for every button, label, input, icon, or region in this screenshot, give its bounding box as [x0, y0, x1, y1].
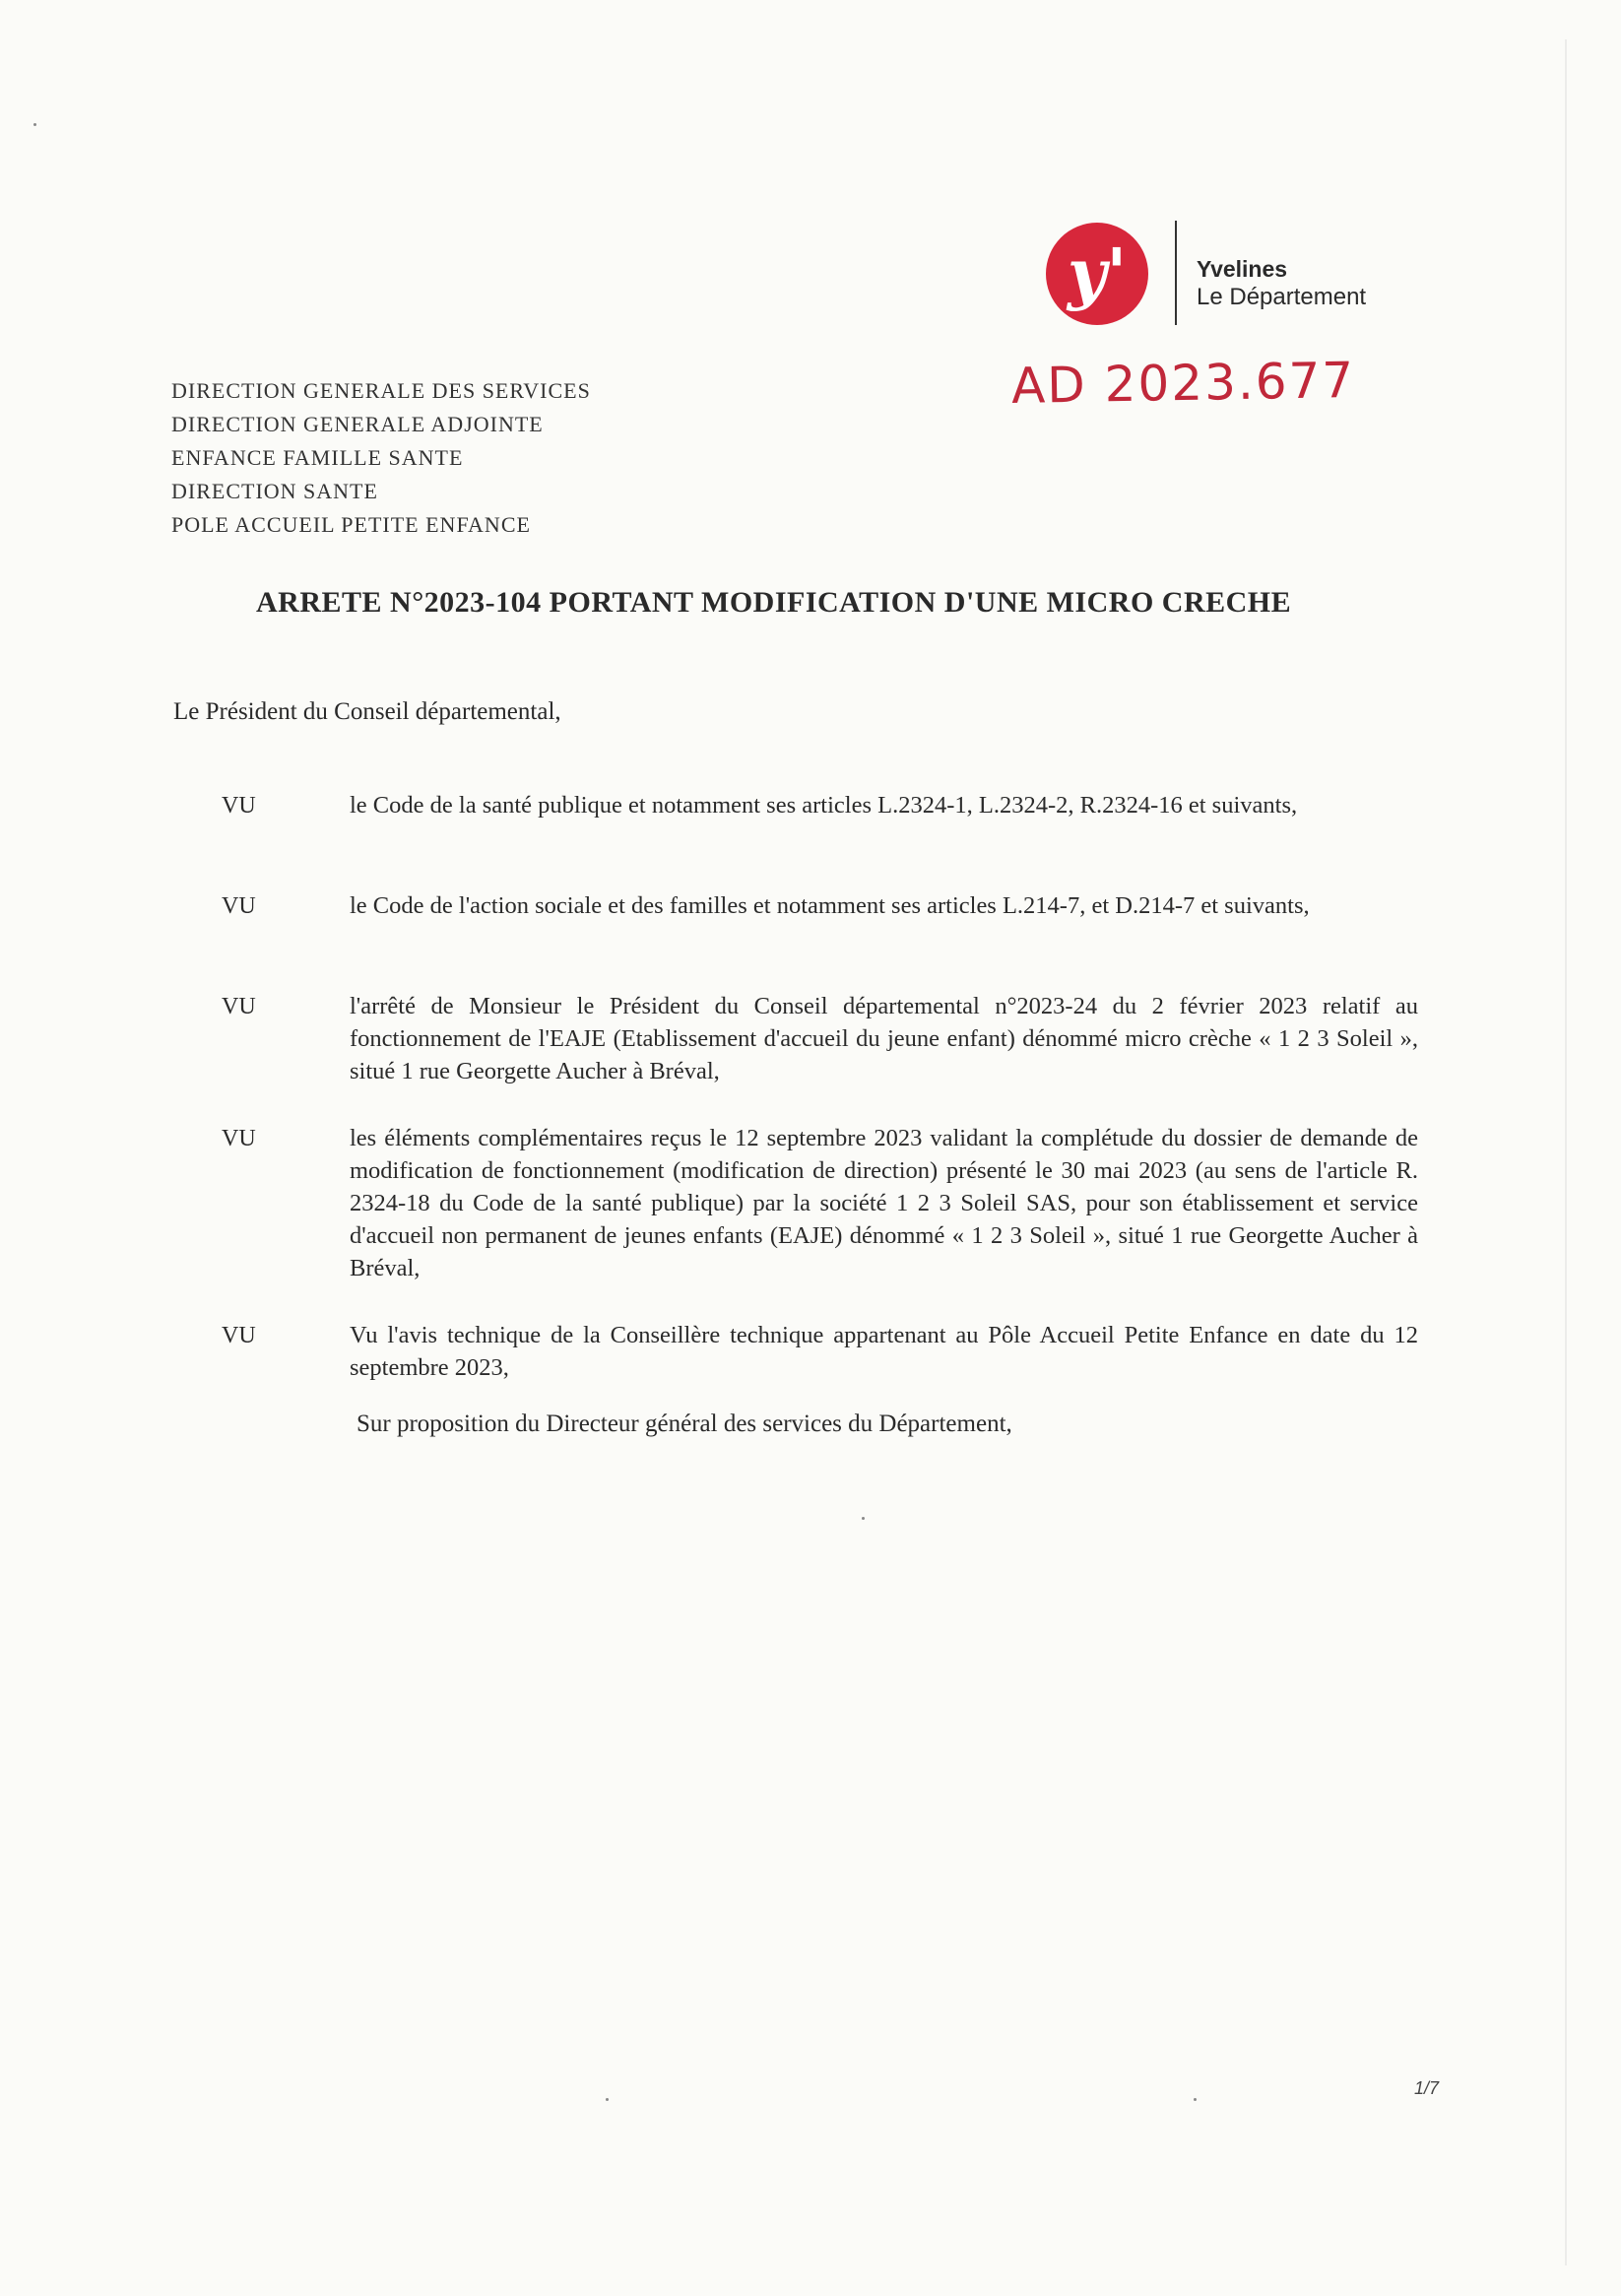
header-line: ENFANCE FAMILLE SANTE: [171, 445, 464, 470]
scan-speck: [1194, 2098, 1197, 2101]
vu-text: les éléments complémentaires reçus le 12 septembre 2023 validant la complétude du dossier de demande de modification de fonctionnement (modification de direction) présenté le 30 mai 2023 (au sens de l'article R. 2324-18 du Code de la santé publique) par la société 1 2 3 Soleil SAS, pour son établissement et service d'accueil non permanent de jeunes enfants (EAJE) dénommé « 1 2 3 Soleil », situé 1 rue Georgette Aucher à Bréval,: [350, 1125, 1418, 1281]
logo-divider: [1175, 221, 1177, 325]
document-title: ARRETE N°2023-104 PORTANT MODIFICATION D'UNE MICRO CRECHE: [256, 586, 1292, 619]
logo-name: Yvelines: [1197, 256, 1288, 282]
header-line: DIRECTION GENERALE ADJOINTE: [171, 412, 544, 436]
closing-line: Sur proposition du Directeur général des services du Département,: [357, 1410, 1012, 1437]
header-line: DIRECTION SANTE: [171, 479, 378, 503]
vu-text: le Code de l'action sociale et des familles et notamment ses articles L.214-7, et D.214-7 et suivants,: [350, 892, 1310, 919]
issuing-department-header: [171, 374, 591, 542]
header-line: POLE ACCUEIL PETITE ENFANCE: [171, 512, 531, 537]
vu-label: VU: [222, 994, 256, 1019]
vu-label: VU: [222, 793, 256, 819]
vu-text: le Code de la santé publique et notamment ses articles L.2324-1, L.2324-2, R.2324-16 et suivants,: [350, 792, 1298, 819]
logo-subtitle: Le Département: [1197, 284, 1367, 310]
page-edge: [1565, 39, 1567, 2265]
vu-label: VU: [222, 1323, 256, 1348]
department-logo: [1044, 219, 1398, 327]
page-number: 1/7: [1414, 2078, 1440, 2098]
scan-speck: [606, 2098, 609, 2101]
header-line: DIRECTION GENERALE DES SERVICES: [171, 378, 591, 403]
handwritten-reference: AD 2023.677: [1010, 351, 1356, 416]
vu-text: Vu l'avis technique de la Conseillère technique appartenant au Pôle Accueil Petite Enfance en date du 12 septembre 2023,: [350, 1322, 1418, 1381]
scan-speck: [862, 1517, 865, 1520]
logo-mark: y': [1046, 223, 1148, 325]
vu-label: VU: [222, 893, 256, 919]
scan-speck: [33, 123, 36, 126]
intro-line: Le Président du Conseil départemental,: [173, 698, 561, 725]
vu-text: l'arrêté de Monsieur le Président du Conseil départemental n°2023-24 du 2 février 2023 relatif au fonctionnement de l'EAJE (Etablissement d'accueil du jeune enfant) dénommé micro crèche « 1 2 3 Soleil », situé 1 rue Georgette Aucher à Bréval,: [350, 993, 1418, 1084]
vu-label: VU: [222, 1126, 256, 1151]
